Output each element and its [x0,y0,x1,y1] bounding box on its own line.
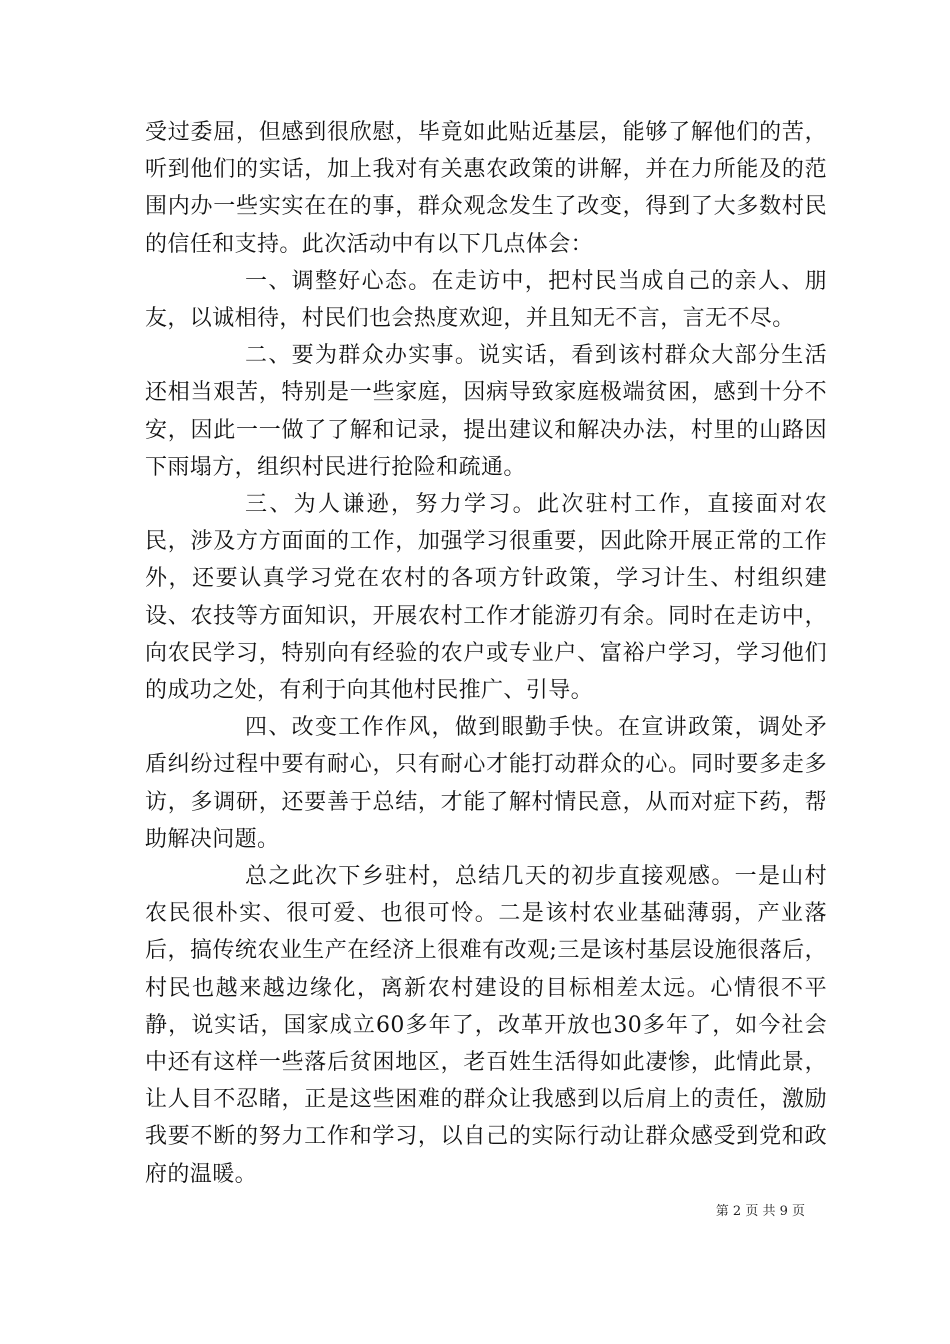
paragraph-conclusion: 总之此次下乡驻村，总结几天的初步直接观感。一是山村农民很朴实、很可爱、也很可怜。二是该村农业基础薄弱，产业落后，搞传统农业生产在经济上很难有改观;三是该村基层设施很落后，村民也越来越边缘化，离新农村建设的目标相差太远。心情很不平静，说实话，国家成立60多年了，改革开放也30多年了，如今社会中还有这样一些落后贫困地区，老百姓生活得如此凄惨，此情此景，让人目不忍睹，正是这些困难的群众让我感到以后肩上的责任，激励我要不断的努力工作和学习，以自己的实际行动让群众感受到党和政府的温暖。 [145,864,827,1187]
page-number-footer: 第 2 页 共 9 页 [715,1204,805,1219]
paragraph-point-one: 一、调整好心态。在走访中，把村民当成自己的亲人、朋友，以诚相待，村民们也会热度欢迎，并且知无不言，言无不尽。 [145,268,827,332]
document-body [145,114,827,1193]
paragraph-point-three: 三、为人谦逊，努力学习。此次驻村工作，直接面对农民，涉及方方面面的工作，加强学习很重要，因此除开展正常的工作外，还要认真学习党在农村的各项方针政策，学习计生、村组织建设、农技等方面知识，开展农村工作才能游刃有余。同时在走访中，向农民学习，特别向有经验的农户或专业户、富裕户学习，学习他们的成功之处，有利于向其他村民推广、引导。 [145,492,827,704]
paragraph-point-four: 四、改变工作作风，做到眼勤手快。在宣讲政策，调处矛盾纠纷过程中要有耐心，只有耐心才能打动群众的心。同时要多走多访，多调研，还要善于总结，才能了解村情民意，从而对症下药，帮助解决问题。 [145,715,827,852]
paragraph-continued-intro: 受过委屈，但感到很欣慰，毕竟如此贴近基层，能够了解他们的苦，听到他们的实话，加上我对有关惠农政策的讲解，并在力所能及的范围内办一些实实在在的事，群众观念发生了改变，得到了大多数村民的信任和支持。此次活动中有以下几点体会： [145,120,827,257]
paragraph-point-two: 二、要为群众办实事。说实话，看到该村群众大部分生活还相当艰苦，特别是一些家庭，因病导致家庭极端贫困，感到十分不安，因此一一做了了解和记录，提出建议和解决办法，村里的山路因下雨塌方，组织村民进行抢险和疏通。 [145,343,827,480]
